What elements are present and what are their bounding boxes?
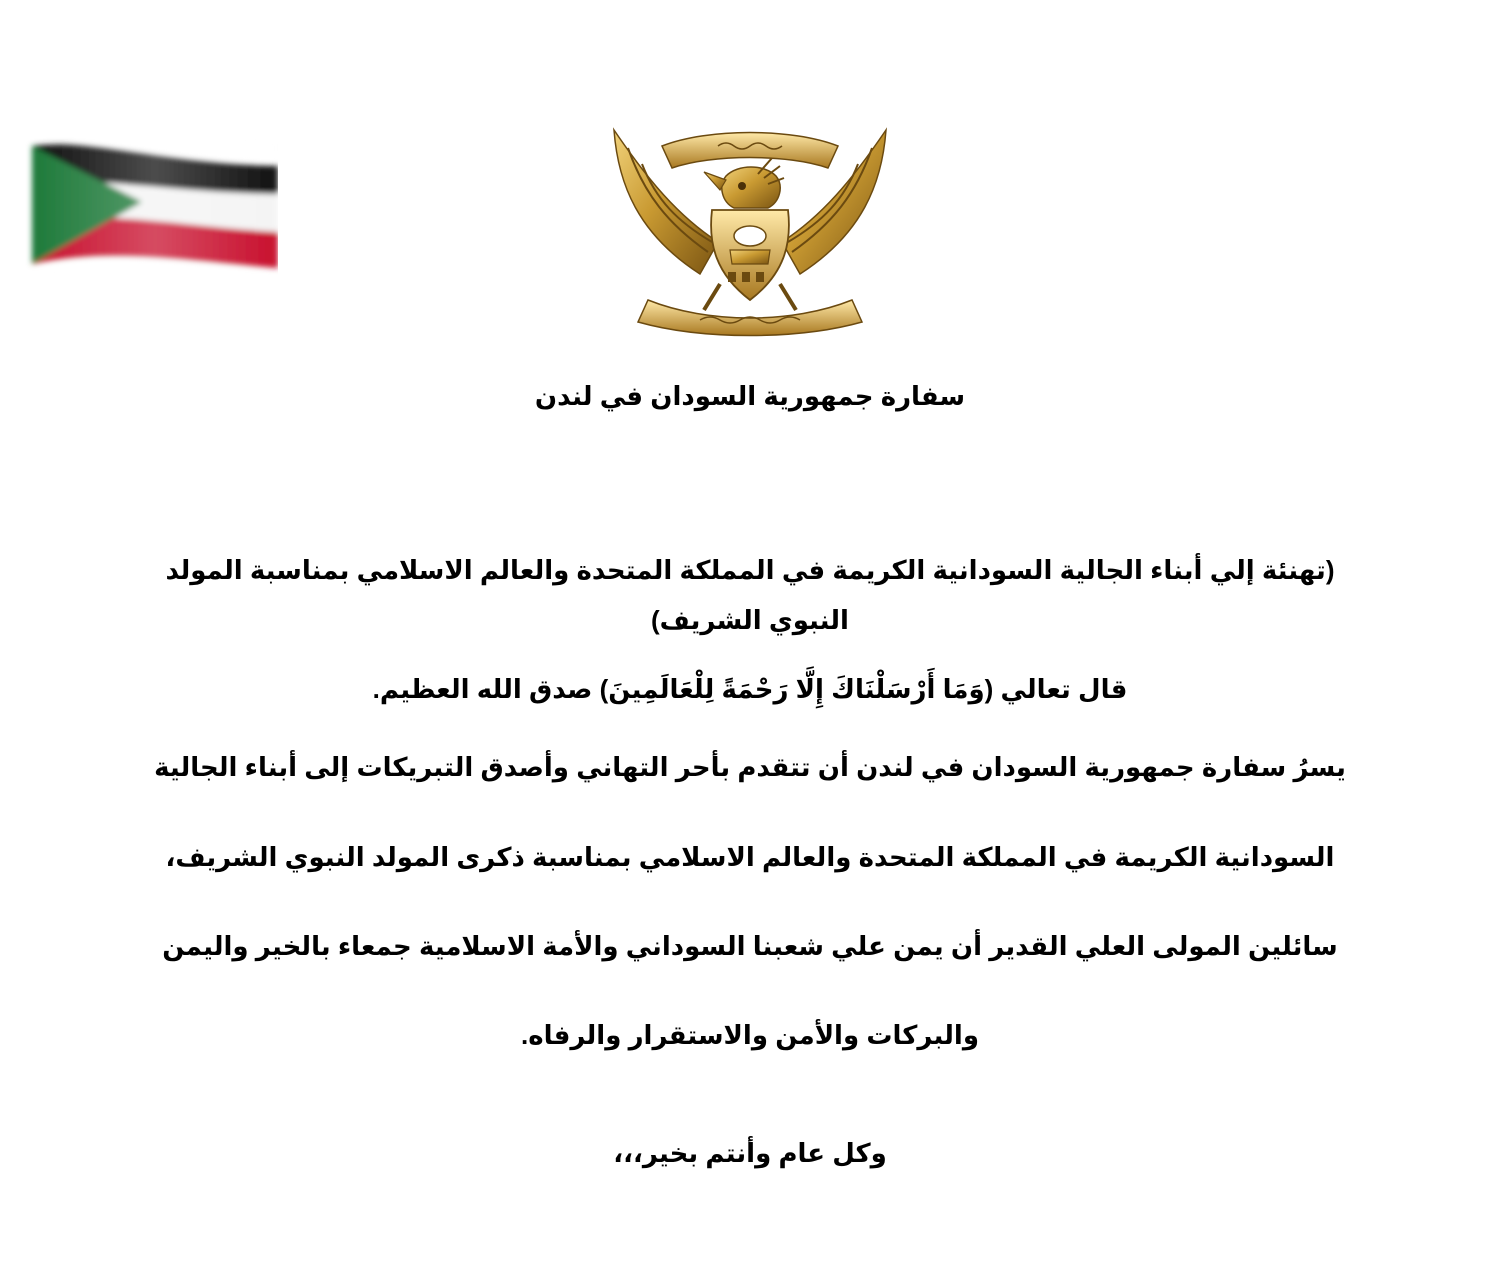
sudan-flag-icon bbox=[24, 136, 278, 276]
letter-heading-line: النبوي الشريف) bbox=[651, 605, 849, 635]
letter-heading bbox=[0, 545, 1500, 645]
quran-verse: قال تعالي (وَمَا أَرْسَلْنَاكَ إِلَّا رَحْمَةً لِلْعَالَمِينَ) صدق الله العظيم. bbox=[372, 674, 1128, 704]
sudan-secretary-bird-emblem-icon bbox=[608, 124, 892, 338]
letter-heading-line: (تهنئة إلي أبناء الجالية السودانية الكريمة في المملكة المتحدة والعالم الاسلامي بمناسبة المولد bbox=[165, 555, 1335, 585]
letter-body-line: يسرُ سفارة جمهورية السودان في لندن أن تتقدم بأحر التهاني وأصدق التبريكات إلى أبناء الجالية bbox=[154, 752, 1346, 782]
letter-body-line: سائلين المولى العلي القدير أن يمن علي شعبنا السوداني والأمة الاسلامية جمعاء بالخير واليمن bbox=[162, 931, 1338, 961]
letter-body-line: والبركات والأمن والاستقرار والرفاه. bbox=[521, 1020, 979, 1050]
embassy-name-title: سفارة جمهورية السودان في لندن bbox=[534, 381, 966, 411]
letter-body-line: السودانية الكريمة في المملكة المتحدة والعالم الاسلامي بمناسبة ذكرى المولد النبوي الشريف، bbox=[165, 842, 1335, 872]
letter-closing: وكل عام وأنتم بخير،،، bbox=[613, 1138, 887, 1168]
